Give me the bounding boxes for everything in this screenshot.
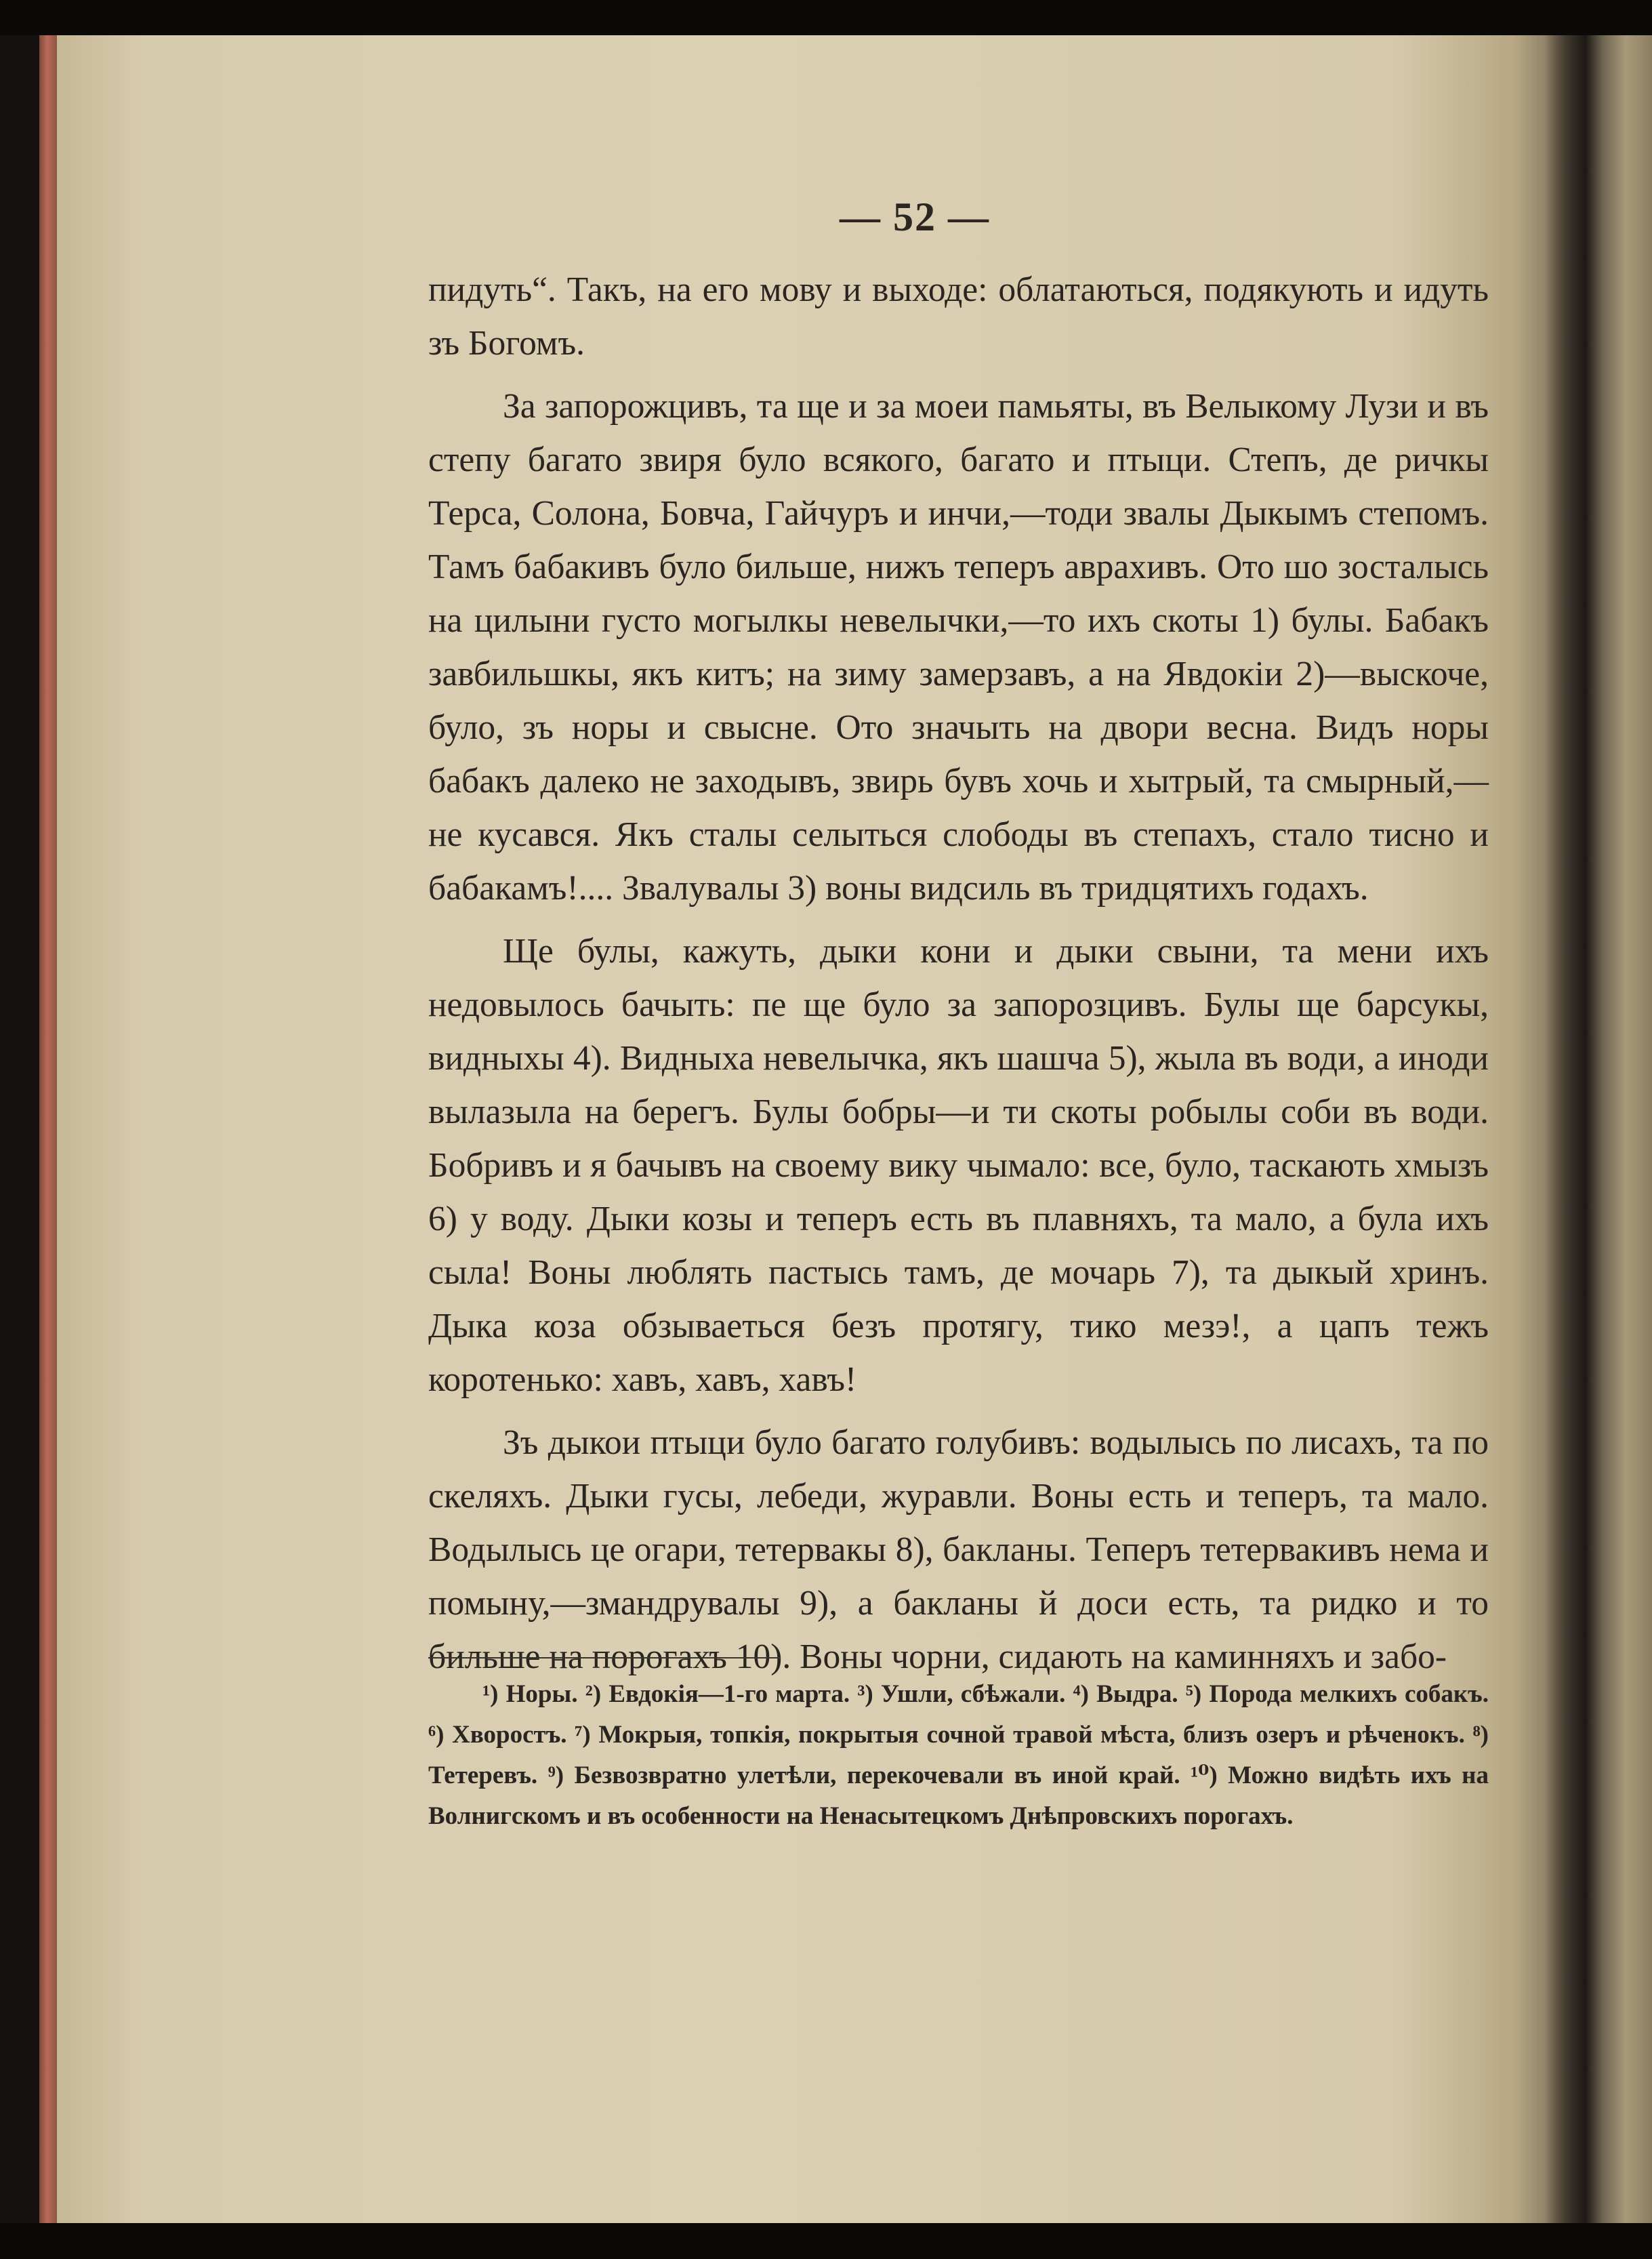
paragraph: За запорожцивъ, та ще и за моеи памьяты, въ Велыкому Лузи и въ степу багато звиря було всякого, багато и птыци. Степъ, де ричкы Терса, Солона, Бовча, Гайчуръ и инчи,—тоди звалы Дыкымъ степомъ. Тамъ бабакивъ було бильше, нижъ теперъ аврахивъ. Ото шо зосталысь на цилыни густо могылкы невелычки,—то ихъ скоты 1) булы. Бабакъ завбильшкы, якъ китъ; на зиму замерзавъ, а на Явдокіи 2)—выскоче, було, зъ норы и свысне. Ото значыть на двори весна. Видъ норы бабакъ далеко не заходывъ, звирь бувъ хочь и хытрый, та смырный,—не кусався. Якъ сталы селыться слободы въ степахъ, стало тисно и бабакамъ!.... Звалувалы 3) воны видсиль въ тридцятихъ годахъ.: [428, 387, 1489, 908]
page-number: — 52 —: [840, 195, 990, 239]
main-text: [428, 263, 1489, 1693]
paragraph: Зъ дыкои птыци було багато голубивъ: водылысь по лисахъ, та по скеляхъ. Дыки гусы, лебеди, журавли. Воны есть и теперъ, та мало. Водылысь це огари, тетервакы 8), бакланы. Теперъ тетервакивъ нема и помыну,—змандрувалы 9), а бакланы й доси есть, та ридко и то бильше на порогахъ 10). Воны чорни, сидають на каминняхъ и забо-: [428, 1423, 1489, 1676]
footnote-divider: [428, 1657, 781, 1658]
footnotes: ¹) Норы. ²) Евдокія—1-го марта. ³) Ушли, сбѣжали. ⁴) Выдра. ⁵) Порода мелкихъ собакъ. ⁶) Хворостъ. ⁷) Мокрыя, топкія, покрытыя сочной травой мѣста, близъ озеръ и рѣченокъ. ⁸) Тетеревъ. ⁹) Безвозвратно улетѣли, перекочевали въ иной край. ¹⁰) Можно видѣть ихъ на Волнигскомъ и въ особенности на Ненасытецкомъ Днѣпровскихъ порогахъ.: [428, 1680, 1489, 1830]
paragraph: Ще булы, кажуть, дыки кони и дыки свыни, та мени ихъ недовылось бачыть: пе ще було за запорозцивъ. Булы ще барсукы, видныхы 4). Видныха невелычка, якъ шашча 5), жыла въ води, а иноди вылазыла на берегъ. Булы бобры—и ти скоты робылы соби въ води. Бобривъ и я бачывъ на своему вику чымало: все, було, таскають хмызъ 6) у воду. Дыки козы и теперъ есть въ плавняхъ, та мало, а була ихъ сыла! Воны люблять пастысь тамъ, де мочарь 7), та дыкый хринъ. Дыка коза обзываеться безъ протягу, тико мезэ!, а цапъ тежъ коротенько: хавъ, хавъ, хавъ!: [428, 932, 1489, 1399]
adjacent-page-edge: [1586, 35, 1652, 2223]
book-cover-edge: [39, 35, 57, 2223]
page-gutter-shadow: [1545, 35, 1586, 2223]
paragraph-continuation: пидуть“. Такъ, на его мову и выходе: облатаються, подякують и идуть зъ Богомъ.: [428, 270, 1489, 363]
